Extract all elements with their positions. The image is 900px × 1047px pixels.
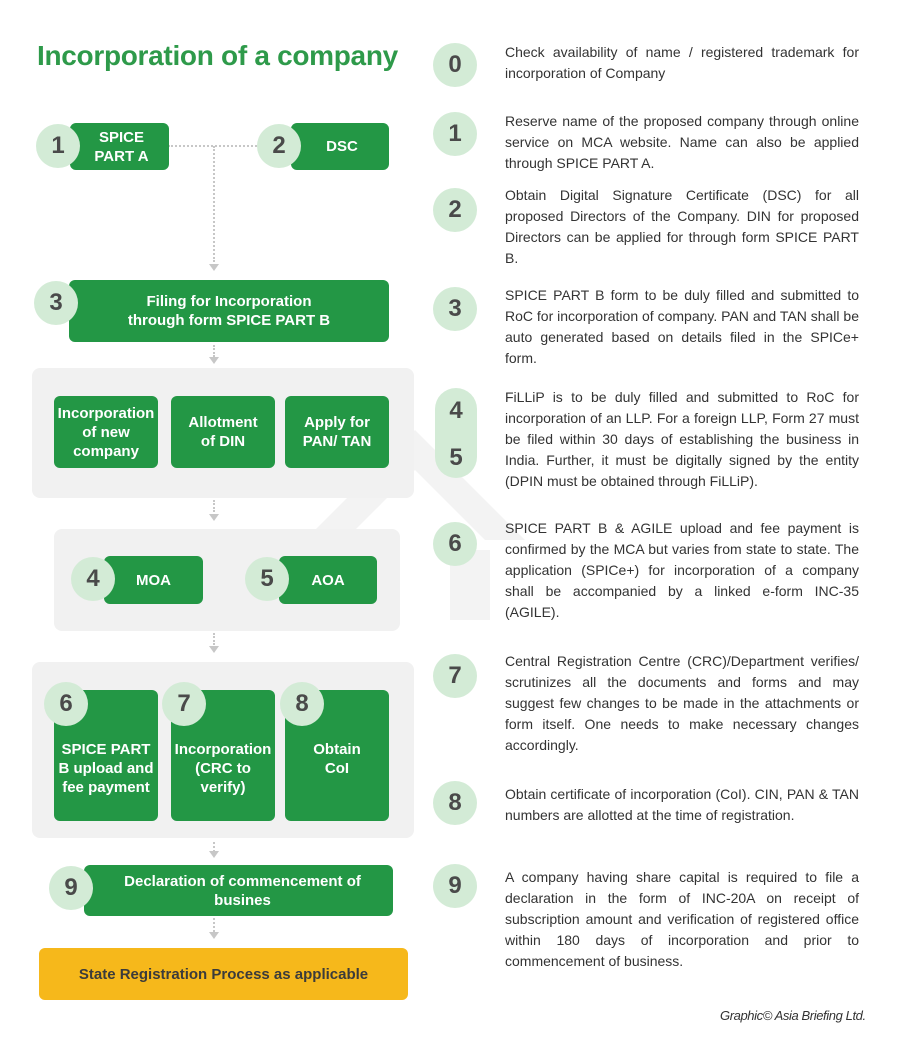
page-title: Incorporation of a company — [37, 40, 398, 71]
right-step-6-badge: 6 — [433, 522, 477, 566]
step-4-badge: 4 — [71, 557, 115, 601]
arrow-down-icon — [209, 264, 219, 271]
arrow-down-icon — [209, 932, 219, 939]
allotment-din-label: Allotment of DIN — [188, 414, 258, 450]
step-9-description: A company having share capital is required to file a declaration in the form of INC-20A on receipt of subscription amount and verification of registered office within 180 days of incorporation and prior to commencement of business. — [505, 869, 859, 969]
aoa-box — [279, 556, 377, 604]
step-3-badge: 3 — [34, 281, 78, 325]
filing-label: Filing for Incorporation through form SPICE PART B — [127, 293, 331, 329]
aoa-label: AOA — [311, 571, 345, 589]
step-2-badge: 2 — [257, 124, 301, 168]
spice-part-a-box — [70, 123, 169, 170]
arrow-down-icon — [209, 357, 219, 364]
step-7-badge: 7 — [162, 682, 206, 726]
right-step-4-5-badge — [435, 388, 477, 478]
dsc-label: DSC — [326, 138, 358, 155]
right-step-0-badge: 0 — [433, 43, 477, 87]
moa-label: MOA — [136, 571, 171, 589]
step-4-number: 4 — [449, 397, 463, 424]
spice-b-upload-label: SPICE PART B upload and fee payment — [58, 741, 154, 796]
step-6-description: SPICE PART B & AGILE upload and fee payment is confirmed by the MCA but varies from state to state. The application (SPICe+) for incorporation of a company shall be accompanied by a linked e-form INC-35 (AGILE). — [505, 520, 859, 620]
step-5-number: 5 — [449, 444, 463, 471]
step-7-description: Central Registration Centre (CRC)/Department verifies/ scrutinizes all the documents and forms and may suggest few changes to be made in the attachments or form itself. One needs to make necessary changes accordingly. — [505, 653, 859, 753]
incorporation-crc-label: Incorporation (CRC to verify) — [174, 741, 272, 796]
connector-line — [213, 633, 215, 645]
dsc-box — [291, 123, 389, 170]
connector-line — [213, 918, 215, 932]
connector-line — [213, 146, 215, 262]
state-registration-box — [39, 948, 408, 1000]
apply-pan-tan-label: Apply for PAN/ TAN — [302, 414, 372, 450]
moa-box — [104, 556, 203, 604]
incorporation-new-company-label: Incorporation of new company — [57, 404, 155, 460]
step-2-description: Obtain Digital Signature Certificate (DSC) for all proposed Directors of the Company. DIN for proposed Directors can be applied for through form SPICE PART B. — [505, 187, 859, 266]
step-5-badge: 5 — [245, 557, 289, 601]
obtain-coi-label: Obtain CoI — [313, 740, 361, 777]
step-6-badge: 6 — [44, 682, 88, 726]
step-3-description: SPICE PART B form to be duly filled and submitted to RoC for incorporation of company. PAN and TAN shall be auto generated based on details filed in the SPICe+ form. — [505, 287, 859, 366]
right-step-3-badge: 3 — [433, 287, 477, 331]
allotment-din-box — [171, 396, 275, 468]
step-1-badge: 1 — [36, 124, 80, 168]
connector-line — [213, 345, 215, 357]
right-step-7-badge: 7 — [433, 654, 477, 698]
step-9-badge: 9 — [49, 866, 93, 910]
connector-line — [213, 500, 215, 512]
spice-part-a-label: SPICE PART A — [94, 128, 149, 165]
arrow-down-icon — [209, 514, 219, 521]
state-registration-label: State Registration Process as applicable — [78, 965, 369, 983]
declaration-label: Declaration of commencement of busines — [124, 872, 361, 909]
right-step-8-badge: 8 — [433, 781, 477, 825]
arrow-down-icon — [209, 646, 219, 653]
filing-box — [69, 280, 389, 342]
step-8-badge: 8 — [280, 682, 324, 726]
step-0-description: Check availability of name / registered trademark for incorporation of Company — [505, 44, 859, 81]
arrow-down-icon — [209, 851, 219, 858]
graphic-credit: Graphic© Asia Briefing Ltd. — [720, 1008, 866, 1023]
apply-pan-tan-box — [285, 396, 389, 468]
step-8-description: Obtain certificate of incorporation (CoI). CIN, PAN & TAN numbers are allotted at the time of registration. — [505, 786, 859, 823]
declaration-box — [84, 865, 393, 916]
step-1-description: Reserve name of the proposed company through online service on MCA website. Name can also be applied through SPICE PART A. — [505, 113, 859, 171]
right-step-1-badge: 1 — [433, 112, 477, 156]
step-4-5-description: FiLLiP is to be duly filled and submitted to RoC for incorporation of an LLP. For a foreign LLP, Form 27 must be filed within 30 days of establishing the business in India. Further, it must be digitally signed by the entity (DPIN must be obtained through FiLLiP). — [505, 389, 859, 489]
right-step-9-badge: 9 — [433, 864, 477, 908]
right-step-2-badge: 2 — [433, 188, 477, 232]
incorporation-new-company-box — [54, 396, 158, 468]
